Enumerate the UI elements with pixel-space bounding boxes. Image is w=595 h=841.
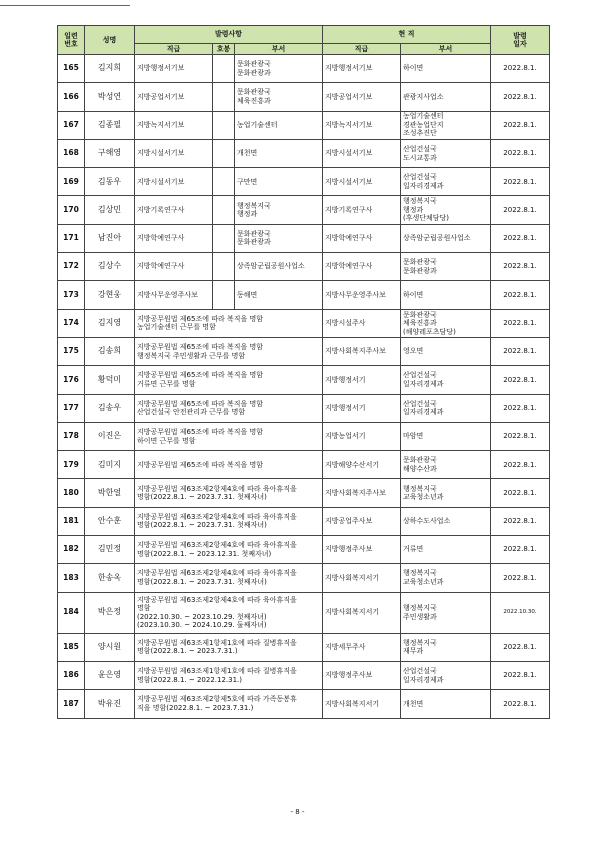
row-current-grade: 지방공업주사보 <box>323 507 401 535</box>
table-row <box>58 83 550 111</box>
row-number: 165 <box>58 55 85 83</box>
header-current: 현 직 <box>323 26 491 44</box>
row-number: 174 <box>58 309 85 337</box>
row-appointment-note: 지방공무원법 제63조제1항제1호에 따라 질병휴직을 명함(2022.8.1. ~ 2023.7.31.) <box>135 633 323 661</box>
row-current-grade: 지방사무운영주사보 <box>323 281 401 309</box>
row-date: 2022.8.1. <box>491 536 550 564</box>
row-number: 171 <box>58 224 85 252</box>
row-current-grade: 지방사회복지주사보 <box>323 337 401 365</box>
row-current-grade: 지방행정주사보 <box>323 536 401 564</box>
table-row <box>58 592 550 633</box>
row-name: 김송희 <box>85 337 135 365</box>
row-date: 2022.8.1. <box>491 507 550 535</box>
row-date: 2022.8.1. <box>491 139 550 167</box>
table-row <box>58 451 550 479</box>
row-current-grade: 지방사회복지주사보 <box>323 479 401 507</box>
row-name: 윤은영 <box>85 661 135 689</box>
row-current-grade: 지방시설서기보 <box>323 139 401 167</box>
row-date: 2022.8.1. <box>491 253 550 281</box>
row-current-grade: 지방사회복지서기 <box>323 592 401 633</box>
top-red-line <box>0 5 130 6</box>
header-before: 발령사항 <box>135 26 323 44</box>
header-cur-dept: 부서 <box>401 44 491 55</box>
row-name: 박성연 <box>85 83 135 111</box>
row-number: 169 <box>58 168 85 196</box>
row-number: 181 <box>58 507 85 535</box>
row-current-grade: 지방기록연구사 <box>323 196 401 224</box>
table-row <box>58 168 550 196</box>
row-name: 이진은 <box>85 422 135 450</box>
row-current-dept: 행정복지국 재무과 <box>401 633 491 661</box>
row-grade: 지방기록연구사 <box>135 196 213 224</box>
row-appointment-note: 지방공무원법 제63조제2항제4호에 따라 육아휴직을 명함(2022.8.1. ~ 2023.7.31. 첫째자녀) <box>135 507 323 535</box>
row-name: 김동우 <box>85 168 135 196</box>
row-date: 2022.8.1. <box>491 451 550 479</box>
personnel-table <box>57 25 550 719</box>
row-date: 2022.8.1. <box>491 366 550 394</box>
table-body <box>58 55 550 719</box>
header-name: 성명 <box>85 26 135 55</box>
header-grade: 직급 <box>135 44 213 55</box>
row-current-grade: 지방공업서기보 <box>323 83 401 111</box>
header-no: 일련 번호 <box>58 26 85 55</box>
row-step <box>213 139 235 167</box>
table-row <box>58 253 550 281</box>
row-number: 176 <box>58 366 85 394</box>
row-name: 김송우 <box>85 394 135 422</box>
table-row <box>58 633 550 661</box>
row-appointment-note: 지방공무원법 제65조에 따라 복직을 명함 산업건설국 안전관리과 근무를 명함 <box>135 394 323 422</box>
row-current-grade: 지방사회복지서기 <box>323 690 401 718</box>
row-step <box>213 253 235 281</box>
row-current-dept: 개천면 <box>401 690 491 718</box>
row-current-grade: 지방시설서기보 <box>323 168 401 196</box>
row-date: 2022.8.1. <box>491 111 550 139</box>
row-number: 179 <box>58 451 85 479</box>
row-step <box>213 196 235 224</box>
row-current-grade: 지방행정서기 <box>323 366 401 394</box>
row-current-dept: 영오면 <box>401 337 491 365</box>
row-appointment-note: 지방공무원법 제65조에 따라 복직을 명함 농업기술센터 근무를 명함 <box>135 309 323 337</box>
row-current-dept: 문화관광국 문화관광과 <box>401 253 491 281</box>
row-name: 양시원 <box>85 633 135 661</box>
header-cur-grade: 직급 <box>323 44 401 55</box>
header-step: 호봉 <box>213 44 235 55</box>
row-step <box>213 111 235 139</box>
row-date: 2022.8.1. <box>491 224 550 252</box>
row-current-dept: 상하수도사업소 <box>401 507 491 535</box>
row-step <box>213 168 235 196</box>
header-date: 발령 일자 <box>491 26 550 55</box>
row-step <box>213 224 235 252</box>
row-number: 173 <box>58 281 85 309</box>
row-current-grade: 지방세무주사 <box>323 633 401 661</box>
table-row <box>58 281 550 309</box>
row-date: 2022.8.1. <box>491 196 550 224</box>
row-date: 2022.10.30. <box>491 592 550 633</box>
row-name: 김상수 <box>85 253 135 281</box>
row-date: 2022.8.1. <box>491 690 550 718</box>
row-number: 187 <box>58 690 85 718</box>
row-appointment-note: 지방공무원법 제63조제2항제4호에 따라 육아휴직을 명함(2022.8.1. ~ 2023.7.31. 첫째자녀) <box>135 479 323 507</box>
row-date: 2022.8.1. <box>491 337 550 365</box>
row-name: 김상민 <box>85 196 135 224</box>
row-current-dept: 하이면 <box>401 55 491 83</box>
row-number: 177 <box>58 394 85 422</box>
row-current-grade: 지방행정주사보 <box>323 661 401 689</box>
row-current-grade: 지방행정서기 <box>323 394 401 422</box>
row-date: 2022.8.1. <box>491 564 550 592</box>
row-name: 김미지 <box>85 451 135 479</box>
row-appointment-note: 지방공무원법 제63조제2항제4호에 따라 육아휴직을 명함(2022.8.1. ~ 2023.12.31. 첫째자녀) <box>135 536 323 564</box>
row-name: 남진아 <box>85 224 135 252</box>
table-row <box>58 422 550 450</box>
row-step <box>213 55 235 83</box>
row-number: 172 <box>58 253 85 281</box>
row-number: 186 <box>58 661 85 689</box>
row-dept: 문화관광국 문화관광과 <box>235 55 323 83</box>
row-grade: 지방시설서기보 <box>135 168 213 196</box>
row-current-dept: 산업건설국 일자리경제과 <box>401 394 491 422</box>
row-date: 2022.8.1. <box>491 479 550 507</box>
row-current-dept: 문화관광국 체육진흥과 (해양레포츠담당) <box>401 309 491 337</box>
row-appointment-note: 지방공무원법 제63조제2항제4호에 따라 육아휴직을 명함(2022.8.1. ~ 2023.7.31. 첫째자녀) <box>135 564 323 592</box>
row-date: 2022.8.1. <box>491 661 550 689</box>
row-current-grade: 지방학예연구사 <box>323 253 401 281</box>
row-date: 2022.8.1. <box>491 394 550 422</box>
row-date: 2022.8.1. <box>491 281 550 309</box>
table-row <box>58 507 550 535</box>
table-row <box>58 366 550 394</box>
row-dept: 행정복지국 행정과 <box>235 196 323 224</box>
row-dept: 구만면 <box>235 168 323 196</box>
table-row <box>58 690 550 718</box>
row-date: 2022.8.1. <box>491 633 550 661</box>
table-row <box>58 111 550 139</box>
row-grade: 지방공업서기보 <box>135 83 213 111</box>
row-name: 김종필 <box>85 111 135 139</box>
row-appointment-note: 지방공무원법 제63조제2항제5호에 따라 가족동봉휴 직을 명함(2022.8.1. ~ 2023.7.31.) <box>135 690 323 718</box>
row-date: 2022.8.1. <box>491 55 550 83</box>
row-name: 박유진 <box>85 690 135 718</box>
header-dept: 부서 <box>235 44 323 55</box>
row-date: 2022.8.1. <box>491 309 550 337</box>
row-grade: 지방행정서기보 <box>135 55 213 83</box>
table-row <box>58 661 550 689</box>
row-name: 한송옥 <box>85 564 135 592</box>
row-current-dept: 하이면 <box>401 281 491 309</box>
row-name: 박은정 <box>85 592 135 633</box>
row-appointment-note: 지방공무원법 제65조에 따라 복직을 명함 행정복지국 주민생활과 근무를 명함 <box>135 337 323 365</box>
row-current-dept: 문화관광국 해양수산과 <box>401 451 491 479</box>
row-date: 2022.8.1. <box>491 168 550 196</box>
row-grade: 지방학예연구사 <box>135 224 213 252</box>
row-name: 박한얼 <box>85 479 135 507</box>
table-row <box>58 139 550 167</box>
row-appointment-note: 지방공무원법 제65조에 따라 복직을 명함 <box>135 451 323 479</box>
row-current-grade: 지방시설주사 <box>323 309 401 337</box>
table-row <box>58 536 550 564</box>
row-date: 2022.8.1. <box>491 422 550 450</box>
row-name: 김지희 <box>85 55 135 83</box>
row-current-dept: 행정복지국 주민생활과 <box>401 592 491 633</box>
table-row <box>58 55 550 83</box>
row-step <box>213 281 235 309</box>
row-number: 168 <box>58 139 85 167</box>
row-dept: 상족암군립공원사업소 <box>235 253 323 281</box>
row-current-grade: 지방학예연구사 <box>323 224 401 252</box>
row-current-dept: 산업건설국 일자리경제과 <box>401 168 491 196</box>
row-name: 황덕미 <box>85 366 135 394</box>
row-current-grade: 지방녹지서기보 <box>323 111 401 139</box>
row-grade: 지방사무운영주사보 <box>135 281 213 309</box>
row-current-dept: 농업기술센터 경관농업단지 조성추진단 <box>401 111 491 139</box>
row-current-dept: 행정복지국 교육청소년과 <box>401 479 491 507</box>
row-current-dept: 행정복지국 행정과 (후생단체담당) <box>401 196 491 224</box>
row-step <box>213 83 235 111</box>
table-row <box>58 479 550 507</box>
row-current-dept: 산업건설국 일자리경제과 <box>401 661 491 689</box>
row-current-dept: 거류면 <box>401 536 491 564</box>
row-number: 182 <box>58 536 85 564</box>
row-number: 175 <box>58 337 85 365</box>
row-current-grade: 지방사회복지서기 <box>323 564 401 592</box>
row-current-grade: 지방농업서기 <box>323 422 401 450</box>
row-current-dept: 산업건설국 도시교통과 <box>401 139 491 167</box>
row-name: 김지영 <box>85 309 135 337</box>
row-current-dept: 산업건설국 일자리경제과 <box>401 366 491 394</box>
row-current-grade: 지방행정서기보 <box>323 55 401 83</box>
row-dept: 문화관광국 문화관광과 <box>235 224 323 252</box>
row-number: 184 <box>58 592 85 633</box>
row-number: 170 <box>58 196 85 224</box>
row-number: 180 <box>58 479 85 507</box>
row-date: 2022.8.1. <box>491 83 550 111</box>
page-number: - 8 - <box>290 808 305 816</box>
table-row <box>58 196 550 224</box>
row-name: 강현웅 <box>85 281 135 309</box>
table-row <box>58 564 550 592</box>
row-current-dept: 행정복지국 교육청소년과 <box>401 564 491 592</box>
row-name: 구해영 <box>85 139 135 167</box>
row-dept: 개천면 <box>235 139 323 167</box>
row-current-dept: 마암면 <box>401 422 491 450</box>
row-number: 178 <box>58 422 85 450</box>
row-current-dept: 상족암군립공원사업소 <box>401 224 491 252</box>
row-dept: 문화관광국 체육진흥과 <box>235 83 323 111</box>
row-appointment-note: 지방공무원법 제63조제2항제4호에 따라 육아휴직을 명함 (2022.10.30. ~ 2023.10.29. 첫째자녀) (2023.10.30. ~ 2024.10.29. 둘째자녀) <box>135 592 323 633</box>
table-row <box>58 394 550 422</box>
row-appointment-note: 지방공무원법 제63조제1항제1호에 따라 질병휴직을 명함(2022.8.1. ~ 2022.12.31.) <box>135 661 323 689</box>
row-current-grade: 지방해양수산서기 <box>323 451 401 479</box>
row-grade: 지방시설서기보 <box>135 139 213 167</box>
table-row <box>58 224 550 252</box>
row-number: 166 <box>58 83 85 111</box>
row-grade: 지방학예연구사 <box>135 253 213 281</box>
row-name: 안수훈 <box>85 507 135 535</box>
row-dept: 동해면 <box>235 281 323 309</box>
row-number: 183 <box>58 564 85 592</box>
row-number: 185 <box>58 633 85 661</box>
row-appointment-note: 지방공무원법 제65조에 따라 복직을 명함 거류면 근무를 명함 <box>135 366 323 394</box>
row-grade: 지방녹지서기보 <box>135 111 213 139</box>
row-current-dept: 관광지사업소 <box>401 83 491 111</box>
row-dept: 농업기술센터 <box>235 111 323 139</box>
row-appointment-note: 지방공무원법 제65조에 따라 복직을 명함 하이면 근무를 명함 <box>135 422 323 450</box>
table-row <box>58 309 550 337</box>
row-number: 167 <box>58 111 85 139</box>
row-name: 김민정 <box>85 536 135 564</box>
table-row <box>58 337 550 365</box>
